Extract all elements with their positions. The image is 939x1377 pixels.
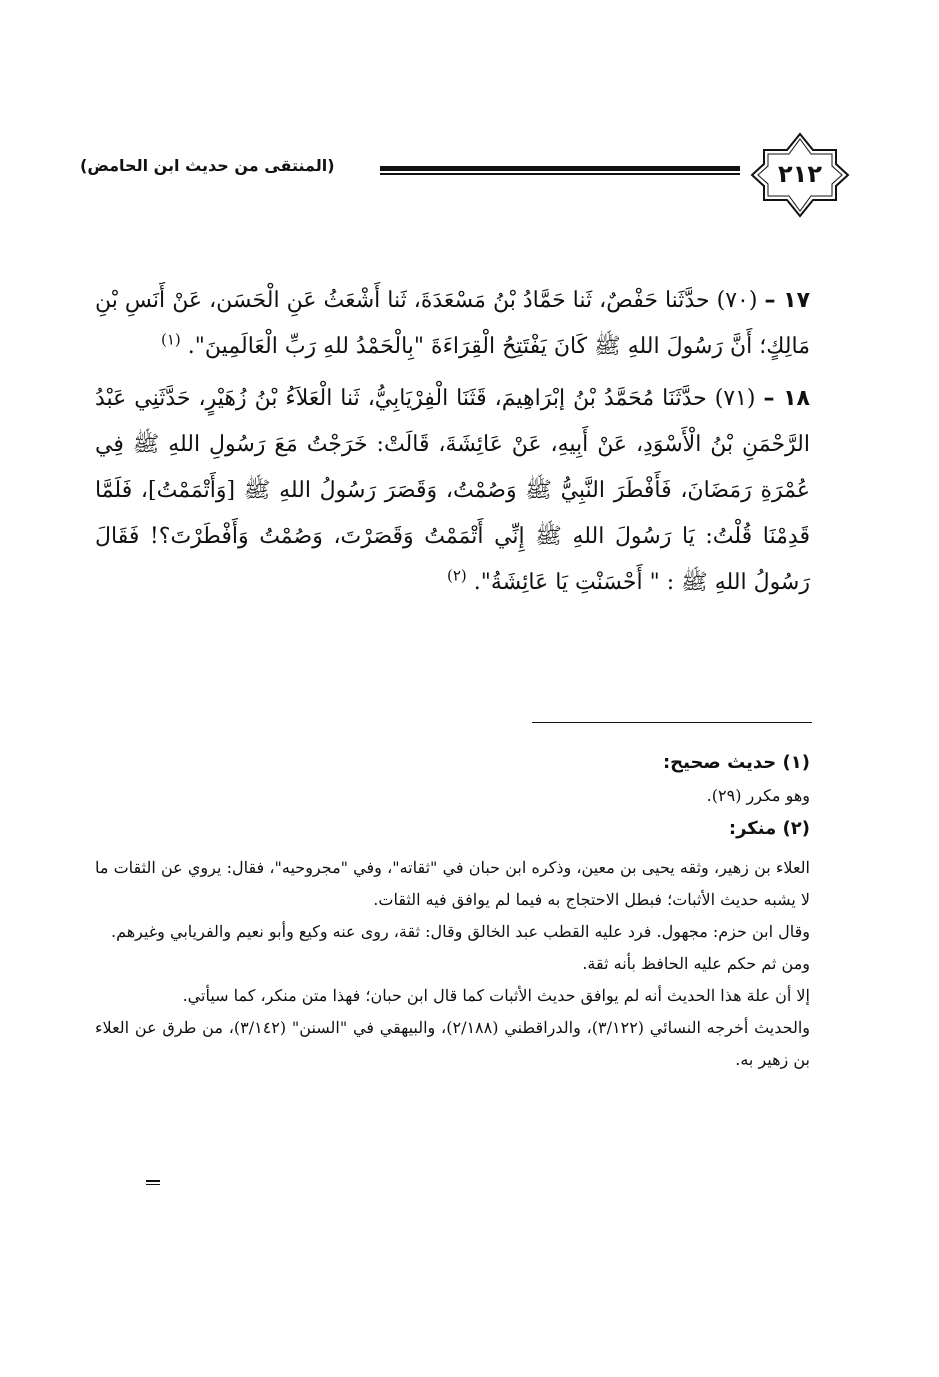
footnote-ref: (٢): [446, 566, 467, 585]
footnote-heading: (٢) منكر:: [728, 818, 810, 839]
hadith-entry: [95, 278, 810, 370]
page-number: ٢١٢: [778, 160, 822, 188]
footnote-paragraph: وقال ابن حزم: مجهول. فرد عليه القطب عبد الخالق وقال: ثقة، روى عنه وكيع وأبو نعيم والفريابي وغيرهم.: [110, 922, 810, 941]
hadith-number: ١٧ –: [764, 288, 810, 313]
footnote-paragraph: العلاء بن زهير، وثقه يحيى بن معين، وذكره ابن حبان في "ثقاته"، وفي "مجروحيه"، فقال: يروي عن الثقات ما لا يشبه حديث الأثبات؛ فبطل الاحتجاج به فيما لم يوافق فيه الثقات.: [95, 858, 810, 909]
end-mark-icon: [146, 1180, 160, 1186]
footnote-paragraph: إلا أن علة هذا الحديث أنه لم يوافق حديث الأثبات كما قال ابن حبان؛ فهذا متن منكر، كما سيأتي.: [182, 986, 810, 1005]
footnote-ref: (١): [161, 330, 181, 349]
book-title: (المنتقى من حديث ابن الحامض): [80, 156, 335, 175]
header-rule: [380, 166, 740, 174]
hadith-text: (٧١) حدَّثَنَا مُحَمَّدُ بْنُ إبْرَاهِيمَ، قَثَنَا الْفِرْيَابِيُّ، ثَنا الْعَلاَءُ بْنُ زُهَيْرٍ، حَدَّثَنِي عَبْدُ الرَّحْمَنِ بْنُ الْأَسْوَدِ، عَنْ أَبِيهِ، عَنْ عَائِشَةَ، قَالَتْ: خَرَجْتُ مَعَ رَسُولِ اللهِ ﷺ فِي عُمْرَةِ رَمَضَانَ، فَأَفْطَرَ النَّبِيُّ ﷺ وَصُمْتُ، وَقَصَرَ رَسُولُ اللهِ ﷺ [وَأَتْمَمْتُ]، فَلَمَّا قَدِمْنَا قُلْتُ: يَا رَسُولَ اللهِ ﷺ إِنِّي أَتْمَمْتُ وَقَصَرْتَ، وَصُمْتُ وَأَفْطَرْتَ؟! فَقَالَ رَسُولُ اللهِ ﷺ : " أَحْسَنْتِ يَا عَائِشَةُ".: [95, 386, 810, 595]
page-number-badge: [750, 130, 850, 220]
hadith-text: (٧٠) حدَّثَنا حَفْصٌ، ثَنا حَمَّادُ بْنُ مَسْعَدَةَ، ثَنا أَشْعَثُ عَنِ الْحَسَن، عَنْ أَنَسِ بْنِ مَالِكٍ؛ أَنَّ رَسُولَ اللهِ ﷺ كَانَ يَفْتَتِحُ الْقِرَاءَةَ "بِالْحَمْدُ للهِ رَبِّ الْعَالَمِينَ".: [95, 288, 810, 359]
footnote-paragraph: ومن ثم حكم عليه الحافظ بأنه ثقة.: [582, 954, 810, 973]
hadith-entry: [95, 376, 810, 606]
footnotes: [95, 746, 810, 1076]
footnote-line: وهو مكرر (٢٩).: [706, 786, 810, 805]
hadith-number: ١٨ –: [763, 386, 810, 411]
footnote-heading: (١) حديث صحيح:: [662, 752, 810, 773]
footnote-separator: [532, 722, 812, 723]
footnote-paragraph: والحديث أخرجه النسائي (٣/١٢٢)، والدراقطني (٢/١٨٨)، والبيهقي في "السنن" (٣/١٤٢)، من طرق عن العلاء بن زهير به.: [95, 1018, 811, 1069]
main-text: [95, 278, 810, 612]
page-header: [80, 130, 850, 220]
